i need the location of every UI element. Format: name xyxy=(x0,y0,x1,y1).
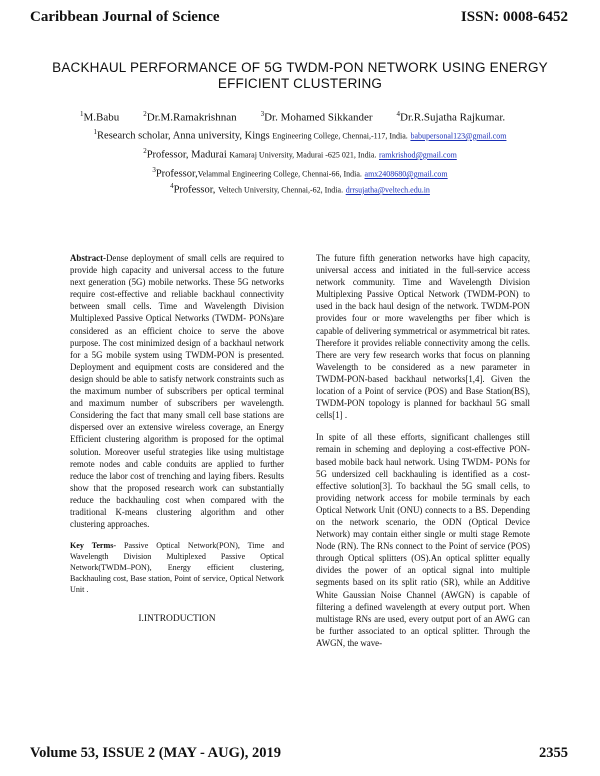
affiliation-4: $^4$Professor, Veltech University, Chennai,-62, India. drrsujatha@veltech.edu.in xyxy=(170,182,430,196)
email-link[interactable]: drrsujatha@veltech.edu.in xyxy=(345,185,430,195)
right-column xyxy=(316,252,530,659)
email-link[interactable]: ramkrishod@gmail.com xyxy=(379,150,457,160)
affiliation-1: $^1$Research scholar, Anna university, Kings Engineering College, Chennai,-117, India. babupersonal123@gmail.com xyxy=(93,128,507,142)
volume-info: Volume 53, ISSUE 2 (MAY - AUG), 2019 xyxy=(30,745,281,761)
author: $^4$Dr.R.Sujatha Rajkumar. xyxy=(396,110,506,124)
section-heading: I.INTRODUCTION xyxy=(138,614,216,625)
paragraph: The future fifth generation networks have high capacity, universal access and initiated in the full-service access network community. Time and Wavelength Division Multiplexing Passive Optical Network (TWDM-PON) to used in the back haul design of the network. TWDM-PON provides four or more wavelengths per fiber which is capable of delivering symmetrical or asymmetrical bit rates. Therefore it provides reliable connectivity among the cells. There are very few research works that focus on planning Wavelength to be considered as a new parameter in TWDM-PON-based backhaul networks[1,4]. Given the location of a Point of service (POS) and Base Station(BS), TWDM-PON topology is planned for backhaul 5G small cells[1] . xyxy=(316,253,530,421)
left-column xyxy=(70,252,284,635)
abstract: Abstract-Dense deployment of small cells are required to provide high capacity and universal access to the future next generation (5G) mobile networks. These 5G networks require cost-effective and reliable backhaul connectivity between small cells. Time and Wavelength Division Multiplexed Passive Optical Networks (TWDM- PONs)are considered as an efficient choice to serve the above purpose. The cost minimized design of a backhaul network for a 5G mobile system using TWDM-PON is presented. Deployment and equipment costs are considered and the design should be able to satisfy network constraints such as the maximum number of subscribers per optical terminal and maximum number of subscribers per wavelength. Considering the fact that many small cell base stations are dispersed over an extensive wireless coverage, an Energy Efficient clustering algorithm is proposed for the optimal solution. Moreover useful strategies like using multistage remote nodes and cable conduits are applied to further reduce the labor cost of trenching and laying fibers. Results show that the proposed research work can substantially reduce the backhauling cost when compared with the traditional K-means clustering algorithm and other clustering approaches. xyxy=(70,253,284,530)
page-number: 2355 xyxy=(539,745,568,761)
email-link[interactable]: babupersonal123@gmail.com xyxy=(410,131,507,141)
paper-title: BACKHAUL PERFORMANCE OF 5G TWDM-PON NETWORK USING ENERGY EFFICIENT CLUSTERING xyxy=(52,60,548,91)
issn: ISSN: 0008-6452 xyxy=(460,9,568,25)
author: $^2$Dr.M.Ramakrishnan xyxy=(143,110,237,124)
affiliation-3: $^3$Professor,Velammal Engineering College, Chennai-66, India. amx2408680@gmail.com xyxy=(152,166,448,180)
affiliation-2: $^2$Professor, Madurai Kamaraj University, Madurai -625 021, India. ramkrishod@gmail.com xyxy=(143,147,457,161)
author-list xyxy=(80,110,560,124)
paragraph: In spite of all these efforts, significant challenges still remain in scheming and deploying a cost-effective PON-based mobile back haul network. Using TWDM- PONs for 5G undersized cell backhauling is identified as a cost-effective solution[3]. To backhaul the 5G small cells, to providing network access for mobile terminals by each Optical Network Unit (ONU) connects to a BS. Depending on the network scenario, the ODN (Optical Device Network) may contain either single or multi stage Remote Node (RN). The RNs connect to the Point of service (POS) through Optical splitters (OS).An optical splitter equally divides the power of an optical signal into multiple segments based on its split ratio (SR), while an Additive White Gaussian Noise Channel (AWGN) is capable of filtering a defined wavelength at every output port. When multistage RNs are used, every output port of an AWG can be further associated to an optical splitter. Through the AWGN, the wave- xyxy=(316,432,530,648)
author: $^3$Dr. Mohamed Sikkander xyxy=(260,110,373,124)
author: $^1$M.Babu xyxy=(80,110,120,124)
key-terms: Key Terms- Passive Optical Network(PON), Time and Wavelength Division Multiplexed Passive Optical Network(TWDM–PON), Energy efficient clustering, Backhauling cost, Base station, Point of service, Optical Network Unit . xyxy=(70,541,284,595)
email-link[interactable]: amx2408680@gmail.com xyxy=(364,169,448,179)
journal-name: Caribbean Journal of Science xyxy=(30,9,220,25)
